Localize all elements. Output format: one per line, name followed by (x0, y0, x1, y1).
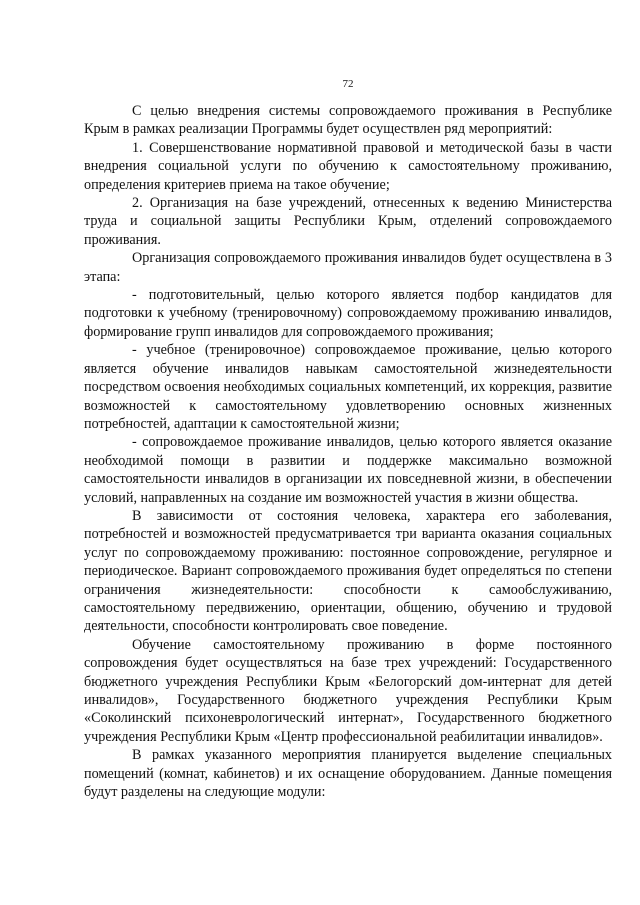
paragraph-item-1: 1. Совершенствование нормативной правовой и методической базы в части внедрения социальной услуги по обучению к самостоятельному проживанию, определения критериев приема на такое обучение; (84, 139, 612, 193)
paragraph-variants: В зависимости от состояния человека, характера его заболевания, потребностей и возможностей предусматривается три варианта оказания социальных услуг по сопровождаемому проживанию: постоянное сопровождение, регулярное и периодическое. Вариант сопровождаемого проживания будет определяться по степени ограничения жизнедеятельности: способности к самообслуживанию, самостоятельному передвижению, ориентации, общению, обучению и трудовой деятельности, способности контролировать свое поведение. (84, 507, 612, 635)
paragraph-stages-intro: Организация сопровождаемого проживания инвалидов будет осуществлена в 3 этапа: (84, 250, 612, 285)
paragraph-stage-preparatory: - подготовительный, целью которого является подбор кандидатов для подготовки к учебному (тренировочному) сопровождаемому проживанию инвалидов, формирование групп инвалидов для сопровождаемого проживания; (84, 287, 612, 340)
paragraph-item-2: 2. Организация на базе учреждений, отнесенных к ведению Министерства труда и социальной защиты Республики Крым, отделений сопровождаемого проживания. (84, 195, 612, 248)
page-number: 72 (342, 78, 354, 90)
paragraph-institutions: Обучение самостоятельному проживанию в форме постоянного сопровождения будет осуществляться на базе трех учреждений: Государственного бюджетного учреждения Республики Крым «Белогорский дом-интернат для детей инвалидов», Государственного бюджетного учреждения Республики Крым «Соколинский психоневрологический интернат», Государственного бюджетного учреждения Республики Крым «Центр профессиональной реабилитации инвалидов». (84, 636, 612, 745)
document-page (84, 78, 612, 801)
paragraph-stage-supported: - сопровождаемое проживание инвалидов, целью которого является оказание необходимой помощи в развитии и поддержке максимально возможной самостоятельности инвалидов в организации их повседневной жизни, в обеспечении условий, направленных на создание им возможностей участия в жизни общества. (84, 434, 612, 506)
paragraph-stage-training: - учебное (тренировочное) сопровождаемое проживание, целью которого является обучение инвалидов навыкам самостоятельной жизнедеятельности посредством освоения необходимых социальных компетенций, их коррекция, развитие возможностей к самостоятельному удовлетворению основных жизненных потребностей, адаптации к самостоятельной жизни; (84, 342, 612, 432)
paragraph-intro: С целью внедрения системы сопровождаемого проживания в Республике Крым в рамках реализации Программы будет осуществлен ряд мероприятий: (84, 103, 612, 138)
paragraph-modules: В рамках указанного мероприятия планируется выделение специальных помещений (комнат, кабинетов) и их оснащение оборудованием. Данные помещения будут разделены на следующие модули: (84, 747, 612, 801)
